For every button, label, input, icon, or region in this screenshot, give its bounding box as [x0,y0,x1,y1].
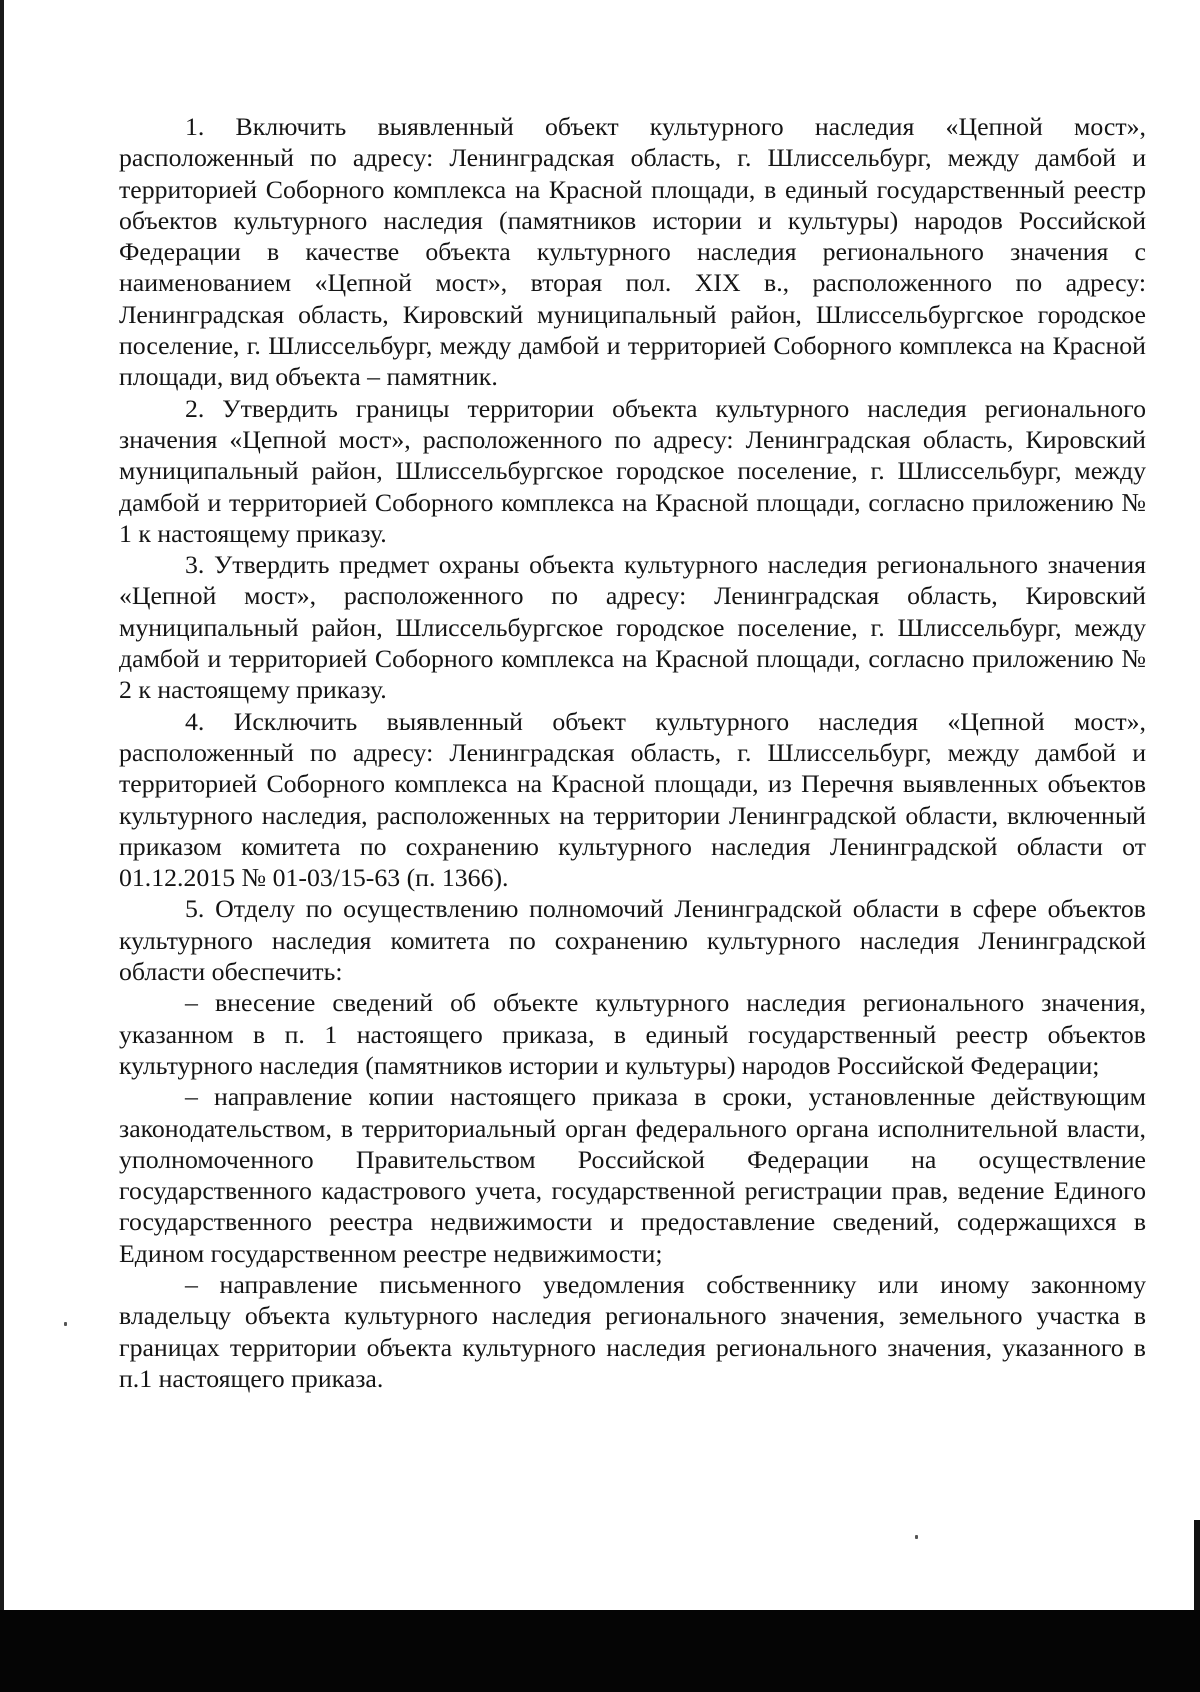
bullet-record-entry: – внесение сведений об объекте культурного наследия регионального значения, указанном в п. 1 настоящего приказа, в единый государственный реестр объектов культурного наследия (памятников истории и культуры) народов Российской Федерации; [119,988,1146,1080]
scan-right-edge [1194,1520,1200,1610]
scan-bottom-bar [0,1610,1200,1692]
bullet-copy-direction: – направление копии настоящего приказа в сроки, установленные действующим законодательством, в территориальный орган федерального органа исполнительной власти, уполномоченного Правительством Российской Федерации на осуществление государственного кадастрового учета, государственной регистрации прав, ведение Единого государственного реестра недвижимости и предоставление сведений, содержащихся в Едином государственном реестре недвижимости; [119,1082,1146,1268]
scan-left-edge [0,0,4,1610]
bullet-owner-notification: – направление письменного уведомления собственнику или иному законному владельцу объекта культурного наследия регионального значения, земельного участка в границах территории объекта культурного наследия регионального значения, указанного в п.1 настоящего приказа. [119,1269,1146,1393]
paragraph-item-5: 5. Отделу по осуществлению полномочий Ленинградской области в сфере объектов культурного наследия комитета по сохранению культурного наследия Ленинградской области обеспечить: [119,894,1146,987]
scan-speck [64,1322,67,1326]
scan-speck [915,1535,918,1539]
document-page [119,111,1146,1394]
paragraph-item-4: 4. Исключить выявленный объект культурного наследия «Цепной мост», расположенный по адресу: Ленинградская область, г. Шлиссельбург, между дамбой и территорией Соборного комплекса на Красной площади, из Перечня выявленных объектов культурного наследия, расположенных на территории Ленинградской области, включенный приказом комитета по сохранению культурного наследия Ленинградской области от 01.12.2015 № 01-03/15-63 (п. 1366). [119,706,1146,893]
paragraph-item-2: 2. Утвердить границы территории объекта культурного наследия регионального значения «Цепной мост», расположенного по адресу: Ленинградская область, Кировский муниципальный район, Шлиссельбургское городское поселение, г. Шлиссельбург, между дамбой и территорией Соборного комплекса на Красной площади, согласно приложению № 1 к настоящему приказу. [119,393,1146,548]
paragraph-item-3: 3. Утвердить предмет охраны объекта культурного наследия регионального значения «Цепной мост», расположенного по адресу: Ленинградская область, Кировский муниципальный район, Шлиссельбургское городское поселение, г. Шлиссельбург, между дамбой и территорией Соборного комплекса на Красной площади, согласно приложению № 2 к настоящему приказу. [119,550,1146,705]
paragraph-item-1: 1. Включить выявленный объект культурного наследия «Цепной мост», расположенный по адресу: Ленинградская область, г. Шлиссельбург, между дамбой и территорией Соборного комплекса на Красной площади, в единый государственный реестр объектов культурного наследия (памятников истории и культуры) народов Российской Федерации в качестве объекта культурного наследия регионального значения с наименованием «Цепной мост», вторая пол. XIX в., расположенного по адресу: Ленинградская область, Кировский муниципальный район, Шлиссельбургское городское поселение, г. Шлиссельбург, между дамбой и территорией Соборного комплекса на Красной площади, вид объекта – памятник. [119,112,1146,392]
